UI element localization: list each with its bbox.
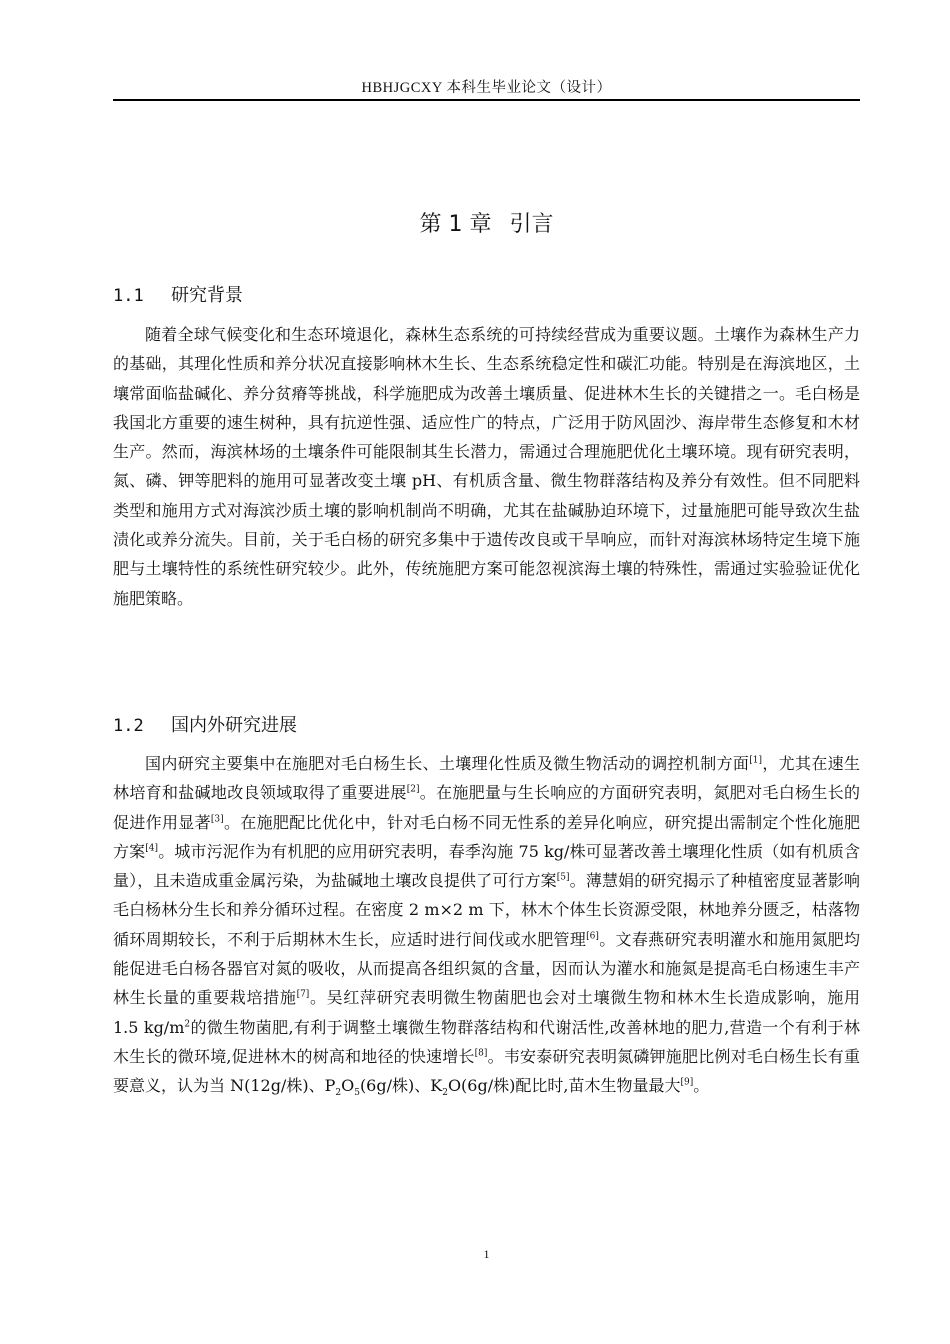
citation: [3] <box>210 814 224 825</box>
subscript: 5 <box>354 1088 360 1099</box>
citation: [8] <box>474 1048 488 1059</box>
section-number: 1.1 <box>113 286 144 306</box>
page-header: HBHJGCXY 本科生毕业论文（设计） <box>361 80 612 96</box>
section-title: 研究背景 <box>171 285 243 306</box>
header-divider <box>113 99 860 101</box>
citation: [7] <box>296 990 310 1001</box>
section-heading-1-1 <box>113 281 243 307</box>
subscript: 2 <box>335 1088 342 1099</box>
citation: [4] <box>145 843 159 854</box>
section-title: 国内外研究进展 <box>171 715 297 736</box>
paragraph-research-progress: 国内研究主要集中在施肥对毛白杨生长、土壤理化性质及微生物活动的调控机制方面[1]，尤其在速生林培育和盐碱地改良领域取得了重要进展[2]。在施肥量与生长响应的方面研究表明，氮肥对毛白杨生长的促进作用显著[3]。在施肥配比优化中，针对毛白杨不同无性系的差异化响应，研究提出需制定个性化施肥方案[4]。城市污泥作为有机肥的应用研究表明，春季沟施 75 kg/株可显著改善土壤理化性质（如有机质含量），且未造成重金属污染，为盐碱地土壤改良提供了可行方案[5]。薄慧娟的研究揭示了种植密度显著影响毛白杨林分生长和养分循环过程。在密度 2 m×2 m 下，林木个体生长资源受限，林地养分匮乏，枯落物循环周期较长，不利于后期林木生长，应适时进行间伐或水肥管理[6]。文春燕研究表明灌水和施用氮肥均能促进毛白杨各器官对氮的吸收，从而提高各组织氮的含量，因而认为灌水和施氮是提高毛白杨速生丰产林生长量的重要栽培措施[7]。吴红萍研究表明微生物菌肥也会对土壤微生物和林木生长造成影响，施用 1.5 $kg/m^2$的微生物菌肥,有利于调整土壤微生物群落结构和代谢活性,改善林地的肥力,营造一个有利于林木生长的微环境,促进林木的树高和地径的快速增长[8]。韦安泰研究表明氮磷钾施肥比例对毛白杨生长有重要意义，认为当 N(12g/株)、$P_2O_5(6g/$株)、$K_2O(6g/$株)配比时,苗木生物量最大[9]。 <box>113 754 860 1099</box>
chapter-title: 引言 <box>509 212 554 237</box>
citation: [2] <box>406 784 420 795</box>
section-heading-1-2 <box>113 711 297 737</box>
page-number: 1 <box>483 1247 490 1261</box>
superscript: 2 <box>184 1019 191 1030</box>
paragraph-research-background: 随着全球气候变化和生态环境退化，森林生态系统的可持续经营成为重要议题。土壤作为森林生产力的基础，其理化性质和养分状况直接影响林木生长、生态系统稳定性和碳汇功能。特别是在海滨地区，土壤常面临盐碱化、养分贫瘠等挑战，科学施肥成为改善土壤质量、促进林木生长的关键措之一。毛白杨是我国北方重要的速生树种，具有抗逆性强、适应性广的特点，广泛用于防风固沙、海岸带生态修复和木材生产。然而，海滨林场的土壤条件可能限制其生长潜力，需通过合理施肥优化土壤环境。现有研究表明，氮、磷、钾等肥料的施用可显著改变土壤 pH、有机质含量、微生物群落结构及养分有效性。但不同肥料类型和施用方式对海滨沙质土壤的影响机制尚不明确，尤其在盐碱胁迫环境下，过量施肥可能导致次生盐渍化或养分流失。目前，关于毛白杨的研究多集中于遗传改良或干旱响应，而针对海滨林场特定生境下施肥与土壤特性的系统性研究较少。此外，传统施肥方案可能忽视滨海土壤的特殊性，需通过实验验证优化施肥策略。 <box>113 325 860 608</box>
section-number: 1.2 <box>113 716 144 736</box>
chapter-heading <box>113 207 860 238</box>
citation: [5] <box>556 872 570 883</box>
subscript: 2 <box>442 1088 448 1099</box>
citation: [6] <box>586 931 599 942</box>
chapter-number: 第 1 章 <box>419 212 492 237</box>
citation: [9] <box>680 1077 694 1088</box>
citation: [1] <box>749 755 762 766</box>
